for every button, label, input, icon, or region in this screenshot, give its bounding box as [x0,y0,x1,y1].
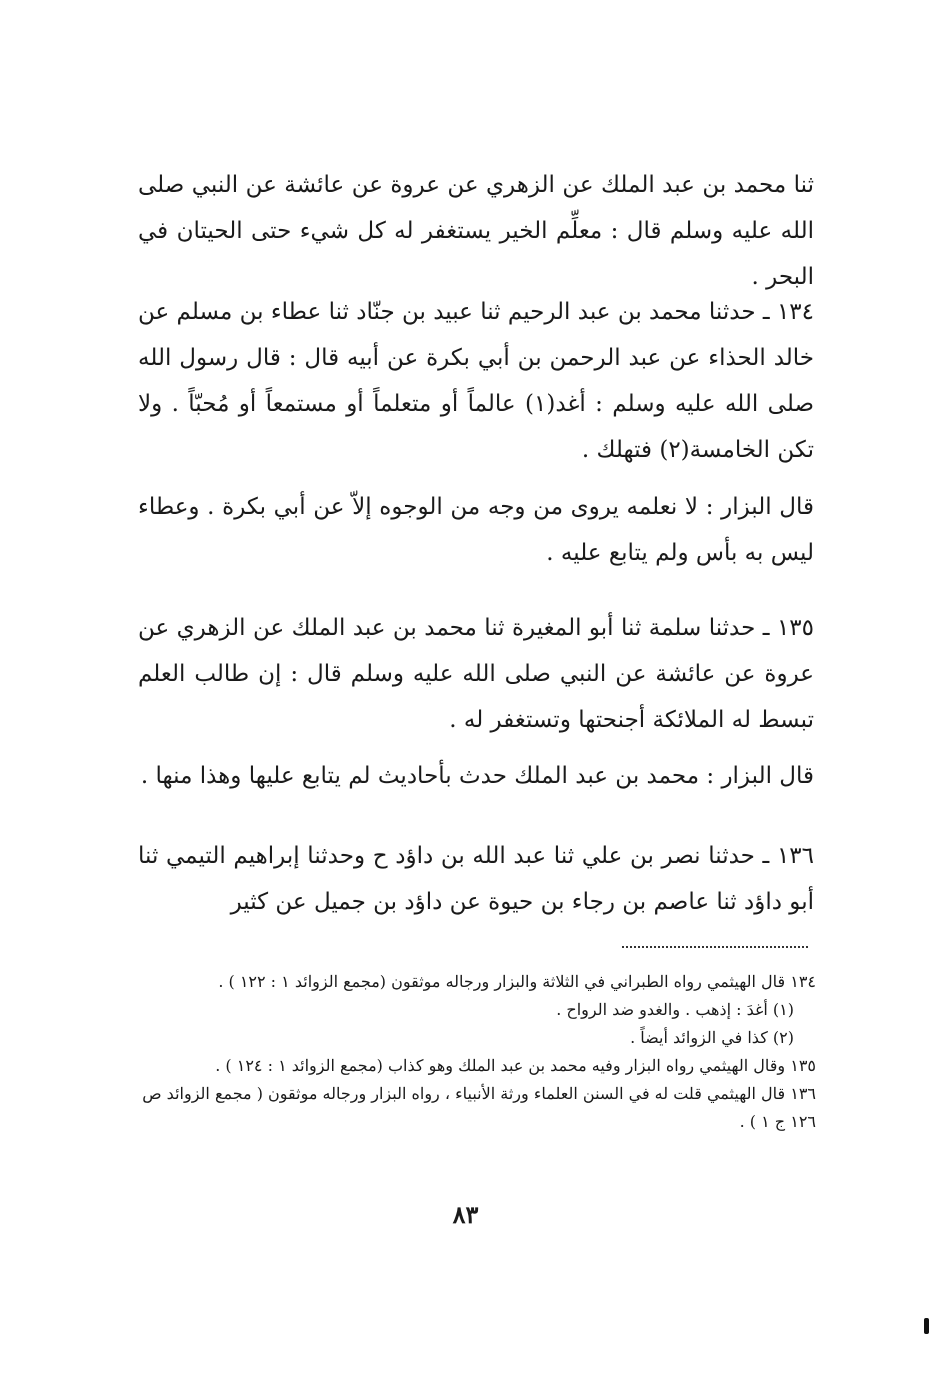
scan-edge-mark [924,1318,929,1334]
footnote-134: ١٣٤ قال الهيثمي رواه الطبراني في الثلاثة والبزار ورجاله موثقون (مجمع الزوائد ١ : ١٢٢ ) . [218,972,816,991]
footnote-2: (٢) كذا في الزوائد أيضاً . [630,1028,794,1047]
footnote-135: ١٣٥ وقال الهيثمي رواه البزار وفيه محمد بن عبد الملك وهو كذاب (مجمع الزوائد ١ : ١٢٤ ) . [215,1056,816,1075]
hadith-134: ١٣٤ ـ حدثنا محمد بن عبد الرحيم ثنا عبيد بن جنّاد ثنا عطاء بن مسلم عن خالد الحذاء عن عبد الرحمن بن أبي بكرة عن أبيه قال : قال رسول الله صلى الله عليه وسلم : أغد(١) عالماً أو متعلماً أو مستمعاً أو مُحبّاً . ولا تكن الخامسة(٢) فتهلك . [138,299,814,463]
page-number: ٨٣ [452,1200,479,1229]
paragraph-continuation: ثنا محمد بن عبد الملك عن الزهري عن عروة عن عائشة عن النبي صلى الله عليه وسلم قال : معلِّم الخير يستغفر له كل شيء حتى الحيتان في البحر . [138,172,814,290]
hadith-135: ١٣٥ ـ حدثنا سلمة ثنا أبو المغيرة ثنا محمد بن عبد الملك عن الزهري عن عروة عن عائشة عن النبي صلى الله عليه وسلم قال : إن طالب العلم تبسط له الملائكة أجنحتها وتستغفر له . [138,615,814,733]
bazzar-comment-135: قال البزار : محمد بن عبد الملك حدث بأحاديث لم يتابع عليها وهذا منها . [140,763,814,789]
footnotes [140,968,816,1136]
footnote-1: (١) أغدَ : إذهب . والغدو ضد الرواح . [556,1000,794,1019]
footnote-136: ١٣٦ قال الهيثمي قلت له في السنن العلماء ورثة الأنبياء ، رواه البزار ورجاله موثقون ( مجمع الزوائد ص ١٢٦ ج ١ ) . [142,1084,816,1131]
bazzar-comment-134: قال البزار : لا نعلمه يروى من وجه من الوجوه إلاّ عن أبي بكرة . وعطاء ليس به بأس ولم يتابع عليه . [138,494,814,566]
hadith-136: ١٣٦ ـ حدثنا نصر بن علي ثنا عبد الله بن داؤد ح وحدثنا إبراهيم التيمي ثنا أبو داؤد ثنا عاصم بن رجاء بن حيوة عن داؤد بن جميل عن كثير [138,843,814,915]
footnote-divider [622,946,808,948]
